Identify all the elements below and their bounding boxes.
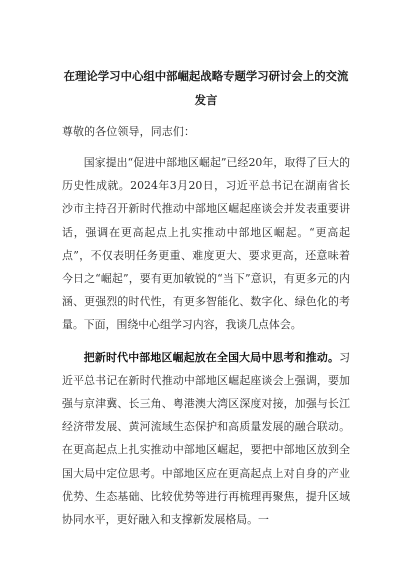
document-body <box>62 64 350 531</box>
section-heading: 把新时代中部地区崛起放在全国大局中思考和推动。 <box>83 350 340 364</box>
document-title: 在理论学习中心组中部崛起战略专题学习研讨会上的交流发言 <box>63 69 349 107</box>
section-body: 习近平总书记在新时代推动中部地区崛起座谈会上强调，要加强与京津冀、长三角、粤港澳大湾区深度对接，加强与长江经济带发展、黄河流域生态保护和高质量发展的融合联动。在更高起点上扎实推动中部地区崛起，要把中部地区放到全国大局中定位思考。中部地区应在更高起点上对自身的产业优势、生态基础、比较优势等进行再梳理再聚焦，提升区域协同水平，更好融入和支撑新发展格局。一 <box>62 350 350 527</box>
salutation: 尊敬的各位领导，同志们： <box>62 125 196 138</box>
paragraph-intro: 国家提出“促进中部地区崛起”已经20年，取得了巨大的历史性成就。2024年3月20日，习近平总书记在湖南省长沙市主持召开新时代推动中部地区崛起座谈会并发表重要讲话，强调在更高起点上扎实推动中部地区崛起。“更高起点”，不仅表明任务更重、难度更大、要求更高，还意味着今日之“崛起”，要有更加敏锐的“当下”意识，有更多元的内涵、更强烈的时代性，有更多智能化、数字化、绿色化的考量。下面，围绕中心组学习内容，我谈几点体会。 <box>62 156 350 332</box>
paragraph-section-1 <box>62 346 350 532</box>
